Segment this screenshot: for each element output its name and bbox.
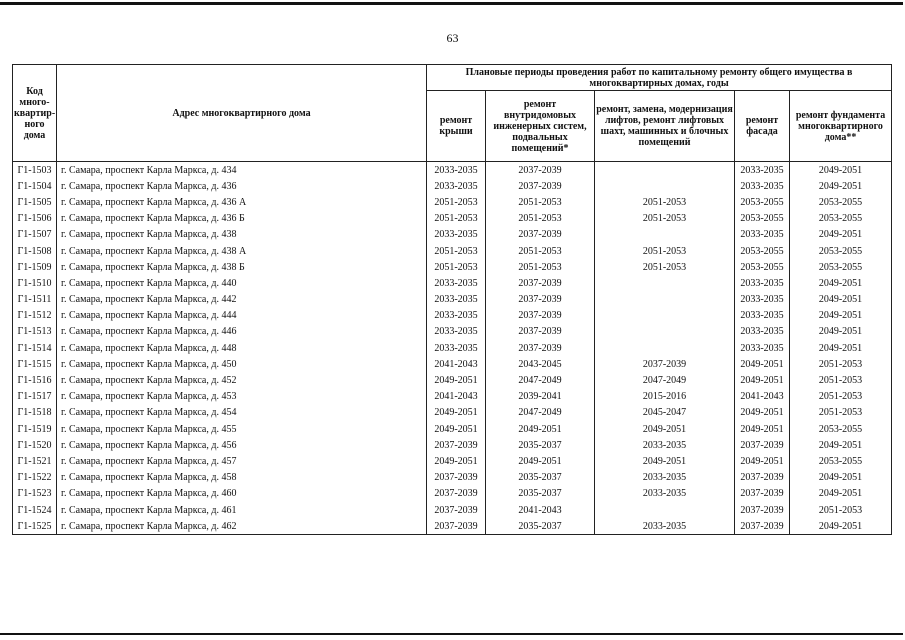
cell-foundation: 2049-2051 bbox=[790, 324, 892, 340]
cell-elevators bbox=[595, 340, 735, 356]
cell-code: Г1-1515 bbox=[13, 356, 57, 372]
cell-facade: 2037-2039 bbox=[735, 502, 790, 518]
cell-roof: 2033-2035 bbox=[427, 324, 486, 340]
cell-address: г. Самара, проспект Карла Маркса, д. 438 А bbox=[57, 243, 427, 259]
cell-facade: 2033-2035 bbox=[735, 178, 790, 194]
cell-systems: 2039-2041 bbox=[486, 389, 595, 405]
cell-code: Г1-1511 bbox=[13, 292, 57, 308]
cell-code: Г1-1524 bbox=[13, 502, 57, 518]
cell-systems: 2043-2045 bbox=[486, 356, 595, 372]
cell-systems: 2047-2049 bbox=[486, 372, 595, 388]
cell-facade: 2033-2035 bbox=[735, 308, 790, 324]
table-row bbox=[13, 405, 892, 421]
cell-address: г. Самара, проспект Карла Маркса, д. 440 bbox=[57, 275, 427, 291]
cell-roof: 2033-2035 bbox=[427, 308, 486, 324]
cell-code: Г1-1522 bbox=[13, 470, 57, 486]
cell-roof: 2037-2039 bbox=[427, 502, 486, 518]
table-row bbox=[13, 211, 892, 227]
cell-elevators bbox=[595, 227, 735, 243]
table-row bbox=[13, 453, 892, 469]
cell-address: г. Самара, проспект Карла Маркса, д. 461 bbox=[57, 502, 427, 518]
cell-address: г. Самара, проспект Карла Маркса, д. 444 bbox=[57, 308, 427, 324]
cell-systems: 2037-2039 bbox=[486, 324, 595, 340]
repair-schedule-table bbox=[12, 64, 892, 535]
cell-elevators bbox=[595, 308, 735, 324]
cell-foundation: 2053-2055 bbox=[790, 194, 892, 210]
bottom-rule bbox=[0, 633, 903, 635]
cell-foundation: 2053-2055 bbox=[790, 453, 892, 469]
header-elevators: ремонт, замена, модернизация лифтов, ремонт лифтовых шахт, машинных и блочных помещений bbox=[595, 91, 735, 162]
table-row bbox=[13, 470, 892, 486]
header-code: Код много-квартир-ного дома bbox=[13, 65, 57, 162]
cell-systems: 2049-2051 bbox=[486, 421, 595, 437]
cell-address: г. Самара, проспект Карла Маркса, д. 460 bbox=[57, 486, 427, 502]
cell-elevators: 2051-2053 bbox=[595, 259, 735, 275]
cell-code: Г1-1512 bbox=[13, 308, 57, 324]
cell-foundation: 2051-2053 bbox=[790, 405, 892, 421]
cell-code: Г1-1523 bbox=[13, 486, 57, 502]
cell-elevators: 2049-2051 bbox=[595, 453, 735, 469]
cell-roof: 2051-2053 bbox=[427, 194, 486, 210]
cell-code: Г1-1519 bbox=[13, 421, 57, 437]
cell-address: г. Самара, проспект Карла Маркса, д. 436 bbox=[57, 178, 427, 194]
cell-address: г. Самара, проспект Карла Маркса, д. 457 bbox=[57, 453, 427, 469]
cell-roof: 2049-2051 bbox=[427, 372, 486, 388]
header-facade: ремонт фасада bbox=[735, 91, 790, 162]
table-row bbox=[13, 486, 892, 502]
cell-roof: 2051-2053 bbox=[427, 243, 486, 259]
table-header bbox=[13, 65, 892, 162]
page-number: 63 bbox=[446, 31, 459, 45]
cell-foundation: 2049-2051 bbox=[790, 292, 892, 308]
cell-foundation: 2053-2055 bbox=[790, 243, 892, 259]
cell-elevators bbox=[595, 292, 735, 308]
cell-foundation: 2049-2051 bbox=[790, 275, 892, 291]
table-row bbox=[13, 389, 892, 405]
cell-foundation: 2049-2051 bbox=[790, 227, 892, 243]
cell-roof: 2049-2051 bbox=[427, 453, 486, 469]
cell-foundation: 2053-2055 bbox=[790, 211, 892, 227]
cell-elevators bbox=[595, 324, 735, 340]
header-systems: ремонт внутридомовых инженерных систем, подвальных помещений* bbox=[486, 91, 595, 162]
cell-roof: 2033-2035 bbox=[427, 275, 486, 291]
cell-facade: 2033-2035 bbox=[735, 227, 790, 243]
cell-systems: 2035-2037 bbox=[486, 437, 595, 453]
cell-code: Г1-1504 bbox=[13, 178, 57, 194]
cell-elevators: 2051-2053 bbox=[595, 211, 735, 227]
cell-address: г. Самара, проспект Карла Маркса, д. 446 bbox=[57, 324, 427, 340]
cell-elevators: 2045-2047 bbox=[595, 405, 735, 421]
cell-roof: 2051-2053 bbox=[427, 211, 486, 227]
header-roof: ремонт крыши bbox=[427, 91, 486, 162]
cell-code: Г1-1507 bbox=[13, 227, 57, 243]
cell-elevators: 2033-2035 bbox=[595, 518, 735, 535]
cell-roof: 2049-2051 bbox=[427, 421, 486, 437]
cell-roof: 2037-2039 bbox=[427, 437, 486, 453]
cell-roof: 2041-2043 bbox=[427, 389, 486, 405]
cell-systems: 2037-2039 bbox=[486, 178, 595, 194]
table-row bbox=[13, 243, 892, 259]
cell-elevators: 2047-2049 bbox=[595, 372, 735, 388]
cell-roof: 2033-2035 bbox=[427, 162, 486, 179]
cell-roof: 2033-2035 bbox=[427, 178, 486, 194]
table-row bbox=[13, 518, 892, 535]
cell-roof: 2041-2043 bbox=[427, 356, 486, 372]
cell-foundation: 2049-2051 bbox=[790, 437, 892, 453]
table-row bbox=[13, 259, 892, 275]
cell-elevators: 2051-2053 bbox=[595, 243, 735, 259]
cell-elevators: 2033-2035 bbox=[595, 486, 735, 502]
table-row bbox=[13, 372, 892, 388]
cell-facade: 2049-2051 bbox=[735, 372, 790, 388]
table-row bbox=[13, 292, 892, 308]
cell-foundation: 2049-2051 bbox=[790, 340, 892, 356]
cell-roof: 2037-2039 bbox=[427, 518, 486, 535]
cell-elevators bbox=[595, 178, 735, 194]
cell-address: г. Самара, проспект Карла Маркса, д. 455 bbox=[57, 421, 427, 437]
cell-roof: 2049-2051 bbox=[427, 405, 486, 421]
cell-address: г. Самара, проспект Карла Маркса, д. 462 bbox=[57, 518, 427, 535]
cell-address: г. Самара, проспект Карла Маркса, д. 434 bbox=[57, 162, 427, 179]
cell-roof: 2033-2035 bbox=[427, 227, 486, 243]
cell-facade: 2049-2051 bbox=[735, 421, 790, 437]
cell-systems: 2041-2043 bbox=[486, 502, 595, 518]
cell-address: г. Самара, проспект Карла Маркса, д. 454 bbox=[57, 405, 427, 421]
cell-elevators bbox=[595, 275, 735, 291]
header-foundation: ремонт фундамента многоквартирного дома** bbox=[790, 91, 892, 162]
cell-code: Г1-1520 bbox=[13, 437, 57, 453]
cell-code: Г1-1517 bbox=[13, 389, 57, 405]
cell-systems: 2037-2039 bbox=[486, 340, 595, 356]
cell-foundation: 2049-2051 bbox=[790, 308, 892, 324]
cell-address: г. Самара, проспект Карла Маркса, д. 458 bbox=[57, 470, 427, 486]
cell-systems: 2035-2037 bbox=[486, 470, 595, 486]
cell-systems: 2037-2039 bbox=[486, 162, 595, 179]
cell-elevators bbox=[595, 162, 735, 179]
cell-foundation: 2053-2055 bbox=[790, 421, 892, 437]
header-periods: Плановые периоды проведения работ по капитальному ремонту общего имущества в многоквартирных домах, годы bbox=[427, 65, 892, 91]
table-row bbox=[13, 162, 892, 179]
cell-facade: 2033-2035 bbox=[735, 275, 790, 291]
cell-facade: 2037-2039 bbox=[735, 437, 790, 453]
cell-code: Г1-1503 bbox=[13, 162, 57, 179]
cell-facade: 2053-2055 bbox=[735, 194, 790, 210]
cell-code: Г1-1513 bbox=[13, 324, 57, 340]
cell-address: г. Самара, проспект Карла Маркса, д. 452 bbox=[57, 372, 427, 388]
cell-code: Г1-1518 bbox=[13, 405, 57, 421]
table-row bbox=[13, 340, 892, 356]
cell-facade: 2037-2039 bbox=[735, 518, 790, 535]
cell-foundation: 2051-2053 bbox=[790, 372, 892, 388]
cell-elevators: 2033-2035 bbox=[595, 470, 735, 486]
cell-code: Г1-1510 bbox=[13, 275, 57, 291]
cell-address: г. Самара, проспект Карла Маркса, д. 456 bbox=[57, 437, 427, 453]
cell-roof: 2051-2053 bbox=[427, 259, 486, 275]
cell-systems: 2051-2053 bbox=[486, 194, 595, 210]
cell-address: г. Самара, проспект Карла Маркса, д. 442 bbox=[57, 292, 427, 308]
cell-systems: 2037-2039 bbox=[486, 292, 595, 308]
cell-code: Г1-1506 bbox=[13, 211, 57, 227]
cell-address: г. Самара, проспект Карла Маркса, д. 448 bbox=[57, 340, 427, 356]
cell-code: Г1-1525 bbox=[13, 518, 57, 535]
cell-facade: 2053-2055 bbox=[735, 243, 790, 259]
top-rule bbox=[0, 2, 903, 5]
cell-code: Г1-1505 bbox=[13, 194, 57, 210]
cell-facade: 2033-2035 bbox=[735, 324, 790, 340]
cell-elevators: 2051-2053 bbox=[595, 194, 735, 210]
cell-address: г. Самара, проспект Карла Маркса, д. 450 bbox=[57, 356, 427, 372]
table-row bbox=[13, 308, 892, 324]
header-address: Адрес многоквартирного дома bbox=[57, 65, 427, 162]
table-body bbox=[13, 162, 892, 535]
cell-facade: 2041-2043 bbox=[735, 389, 790, 405]
table-row bbox=[13, 275, 892, 291]
cell-roof: 2037-2039 bbox=[427, 486, 486, 502]
cell-foundation: 2049-2051 bbox=[790, 486, 892, 502]
table-row bbox=[13, 227, 892, 243]
cell-facade: 2049-2051 bbox=[735, 405, 790, 421]
cell-code: Г1-1521 bbox=[13, 453, 57, 469]
table-row bbox=[13, 437, 892, 453]
cell-foundation: 2051-2053 bbox=[790, 502, 892, 518]
cell-elevators: 2033-2035 bbox=[595, 437, 735, 453]
cell-facade: 2049-2051 bbox=[735, 356, 790, 372]
cell-facade: 2033-2035 bbox=[735, 162, 790, 179]
cell-systems: 2037-2039 bbox=[486, 308, 595, 324]
cell-address: г. Самара, проспект Карла Маркса, д. 436 Б bbox=[57, 211, 427, 227]
cell-systems: 2037-2039 bbox=[486, 227, 595, 243]
cell-facade: 2049-2051 bbox=[735, 453, 790, 469]
cell-address: г. Самара, проспект Карла Маркса, д. 438 Б bbox=[57, 259, 427, 275]
cell-address: г. Самара, проспект Карла Маркса, д. 436 А bbox=[57, 194, 427, 210]
cell-roof: 2033-2035 bbox=[427, 292, 486, 308]
cell-foundation: 2049-2051 bbox=[790, 470, 892, 486]
table-row bbox=[13, 502, 892, 518]
cell-foundation: 2049-2051 bbox=[790, 162, 892, 179]
table-row bbox=[13, 356, 892, 372]
cell-systems: 2047-2049 bbox=[486, 405, 595, 421]
cell-elevators: 2049-2051 bbox=[595, 421, 735, 437]
cell-address: г. Самара, проспект Карла Маркса, д. 453 bbox=[57, 389, 427, 405]
cell-facade: 2037-2039 bbox=[735, 470, 790, 486]
cell-facade: 2037-2039 bbox=[735, 486, 790, 502]
cell-systems: 2049-2051 bbox=[486, 453, 595, 469]
cell-facade: 2033-2035 bbox=[735, 292, 790, 308]
cell-systems: 2051-2053 bbox=[486, 243, 595, 259]
cell-foundation: 2051-2053 bbox=[790, 356, 892, 372]
cell-foundation: 2051-2053 bbox=[790, 389, 892, 405]
cell-roof: 2033-2035 bbox=[427, 340, 486, 356]
cell-foundation: 2053-2055 bbox=[790, 259, 892, 275]
table-row bbox=[13, 421, 892, 437]
cell-facade: 2053-2055 bbox=[735, 259, 790, 275]
cell-elevators: 2037-2039 bbox=[595, 356, 735, 372]
table-row bbox=[13, 194, 892, 210]
cell-systems: 2037-2039 bbox=[486, 275, 595, 291]
cell-roof: 2037-2039 bbox=[427, 470, 486, 486]
cell-systems: 2051-2053 bbox=[486, 259, 595, 275]
cell-address: г. Самара, проспект Карла Маркса, д. 438 bbox=[57, 227, 427, 243]
cell-foundation: 2049-2051 bbox=[790, 178, 892, 194]
table-row bbox=[13, 324, 892, 340]
cell-code: Г1-1514 bbox=[13, 340, 57, 356]
cell-facade: 2053-2055 bbox=[735, 211, 790, 227]
cell-systems: 2035-2037 bbox=[486, 518, 595, 535]
cell-elevators bbox=[595, 502, 735, 518]
cell-systems: 2051-2053 bbox=[486, 211, 595, 227]
cell-elevators: 2015-2016 bbox=[595, 389, 735, 405]
cell-systems: 2035-2037 bbox=[486, 486, 595, 502]
cell-code: Г1-1516 bbox=[13, 372, 57, 388]
cell-foundation: 2049-2051 bbox=[790, 518, 892, 535]
cell-code: Г1-1508 bbox=[13, 243, 57, 259]
cell-code: Г1-1509 bbox=[13, 259, 57, 275]
table-row bbox=[13, 178, 892, 194]
cell-facade: 2033-2035 bbox=[735, 340, 790, 356]
